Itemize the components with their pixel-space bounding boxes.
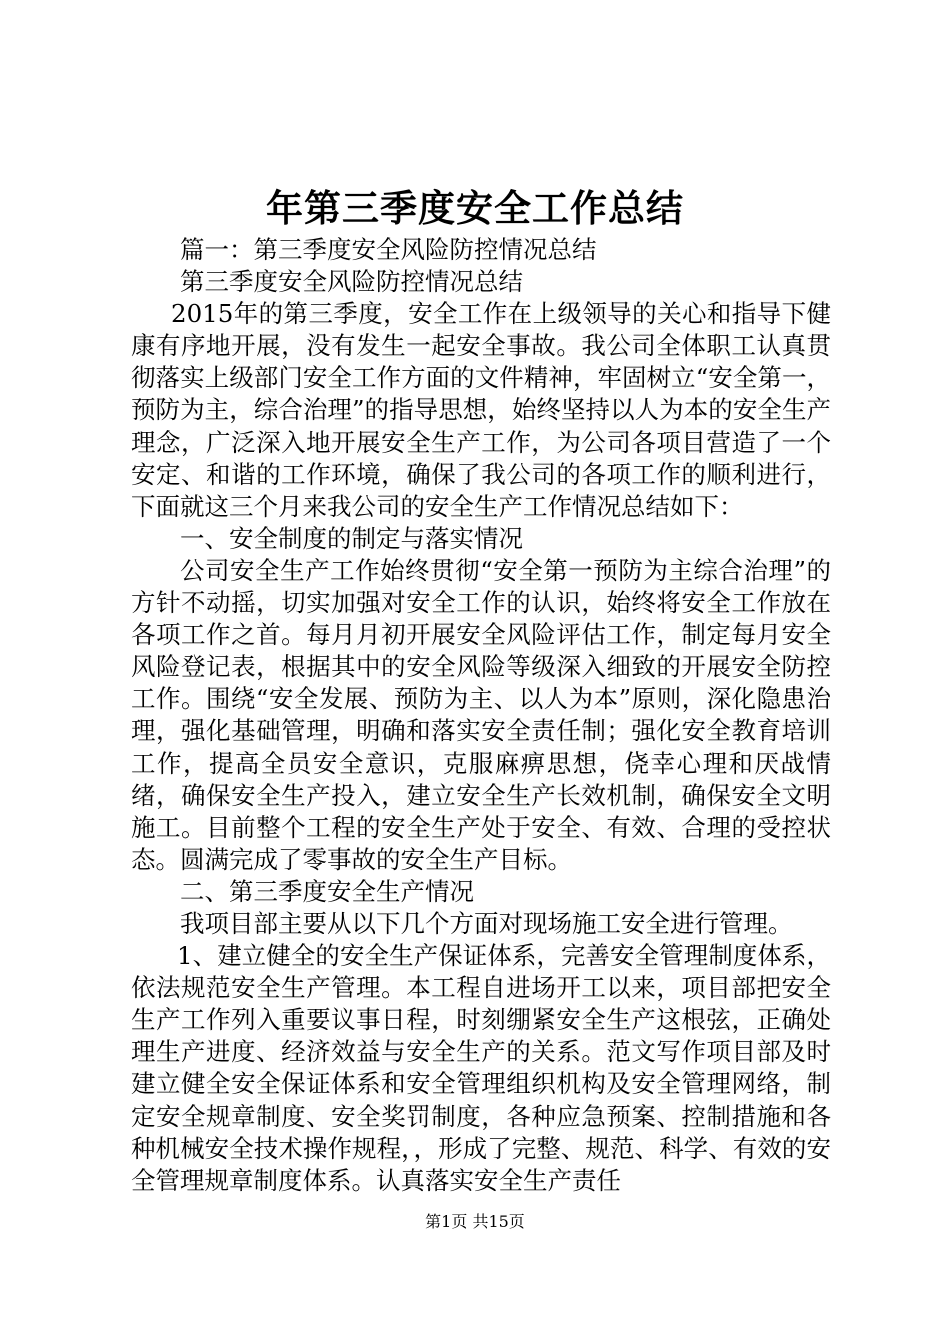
section-heading: 二、第三季度安全生产情况 — [180, 876, 474, 906]
page-title: 年第三季度安全工作总结 — [266, 187, 684, 230]
body-paragraph: 公司安全生产工作始终贯彻“安全第一预防为主综合治理”的方针不动摇，切实加强对安全工作的认识，始终将安全工作放在各项工作之首。每月月初开展安全风险评估工作，制定每月安全风险登记表，根据其中的安全风险等级深入细致的开展安全防控工作。围绕“安全发展、预防为主、以人为本”原则，深化隐患治理，强化基础管理，明确和落实安全责任制；强化安全教育培训工作，提高全员安全意识，克服麻痹思想，侥幸心理和厌战情绪，确保安全生产投入，建立安全生产长效机制，确保安全文明施工。目前整个工程的安全生产处于安全、有效、合理的受控状态。圆满完成了零事故的安全生产目标。 — [131, 555, 831, 874]
subsection-title: 第三季度安全风险防控情况总结 — [180, 267, 523, 297]
page-number: 第1页 共15页 — [425, 1212, 525, 1231]
body-paragraph: 2015年的第三季度，安全工作在上级领导的关心和指导下健康有序地开展，没有发生一起安全事故。我公司全体职工认真贯彻落实上级部门安全工作方面的文件精神，牢固树立“安全第一，预防为主，综合治理”的指导思想，始终坚持以人为本的安全生产理念，广泛深入地开展安全生产工作，为公司各项目营造了一个安定、和谐的工作环境，确保了我公司的各项工作的顺利进行，下面就这三个月来我公司的安全生产工作情况总结如下： — [131, 299, 831, 521]
section-heading: 一、安全制度的制定与落实情况 — [180, 523, 523, 553]
body-paragraph: 我项目部主要从以下几个方面对现场施工安全进行管理。 — [180, 908, 793, 938]
body-paragraph: 1、建立健全的安全生产保证体系，完善安全管理制度体系，依法规范安全生产管理。本工程自进场开工以来，项目部把安全生产工作列入重要议事日程，时刻绷紧安全生产这根弦，正确处理生产进度、经济效益与安全生产的关系。范文写作项目部及时建立健全安全保证体系和安全管理组织机构及安全管理网络，制定安全规章制度、安全奖罚制度，各种应急预案、控制措施和各种机械安全技术操作规程，，形成了完整、规范、科学、有效的安全管理规章制度体系。认真落实安全生产责任 — [131, 941, 831, 1195]
section-heading: 篇一：第三季度安全风险防控情况总结 — [180, 235, 597, 264]
document-body — [131, 234, 831, 1197]
